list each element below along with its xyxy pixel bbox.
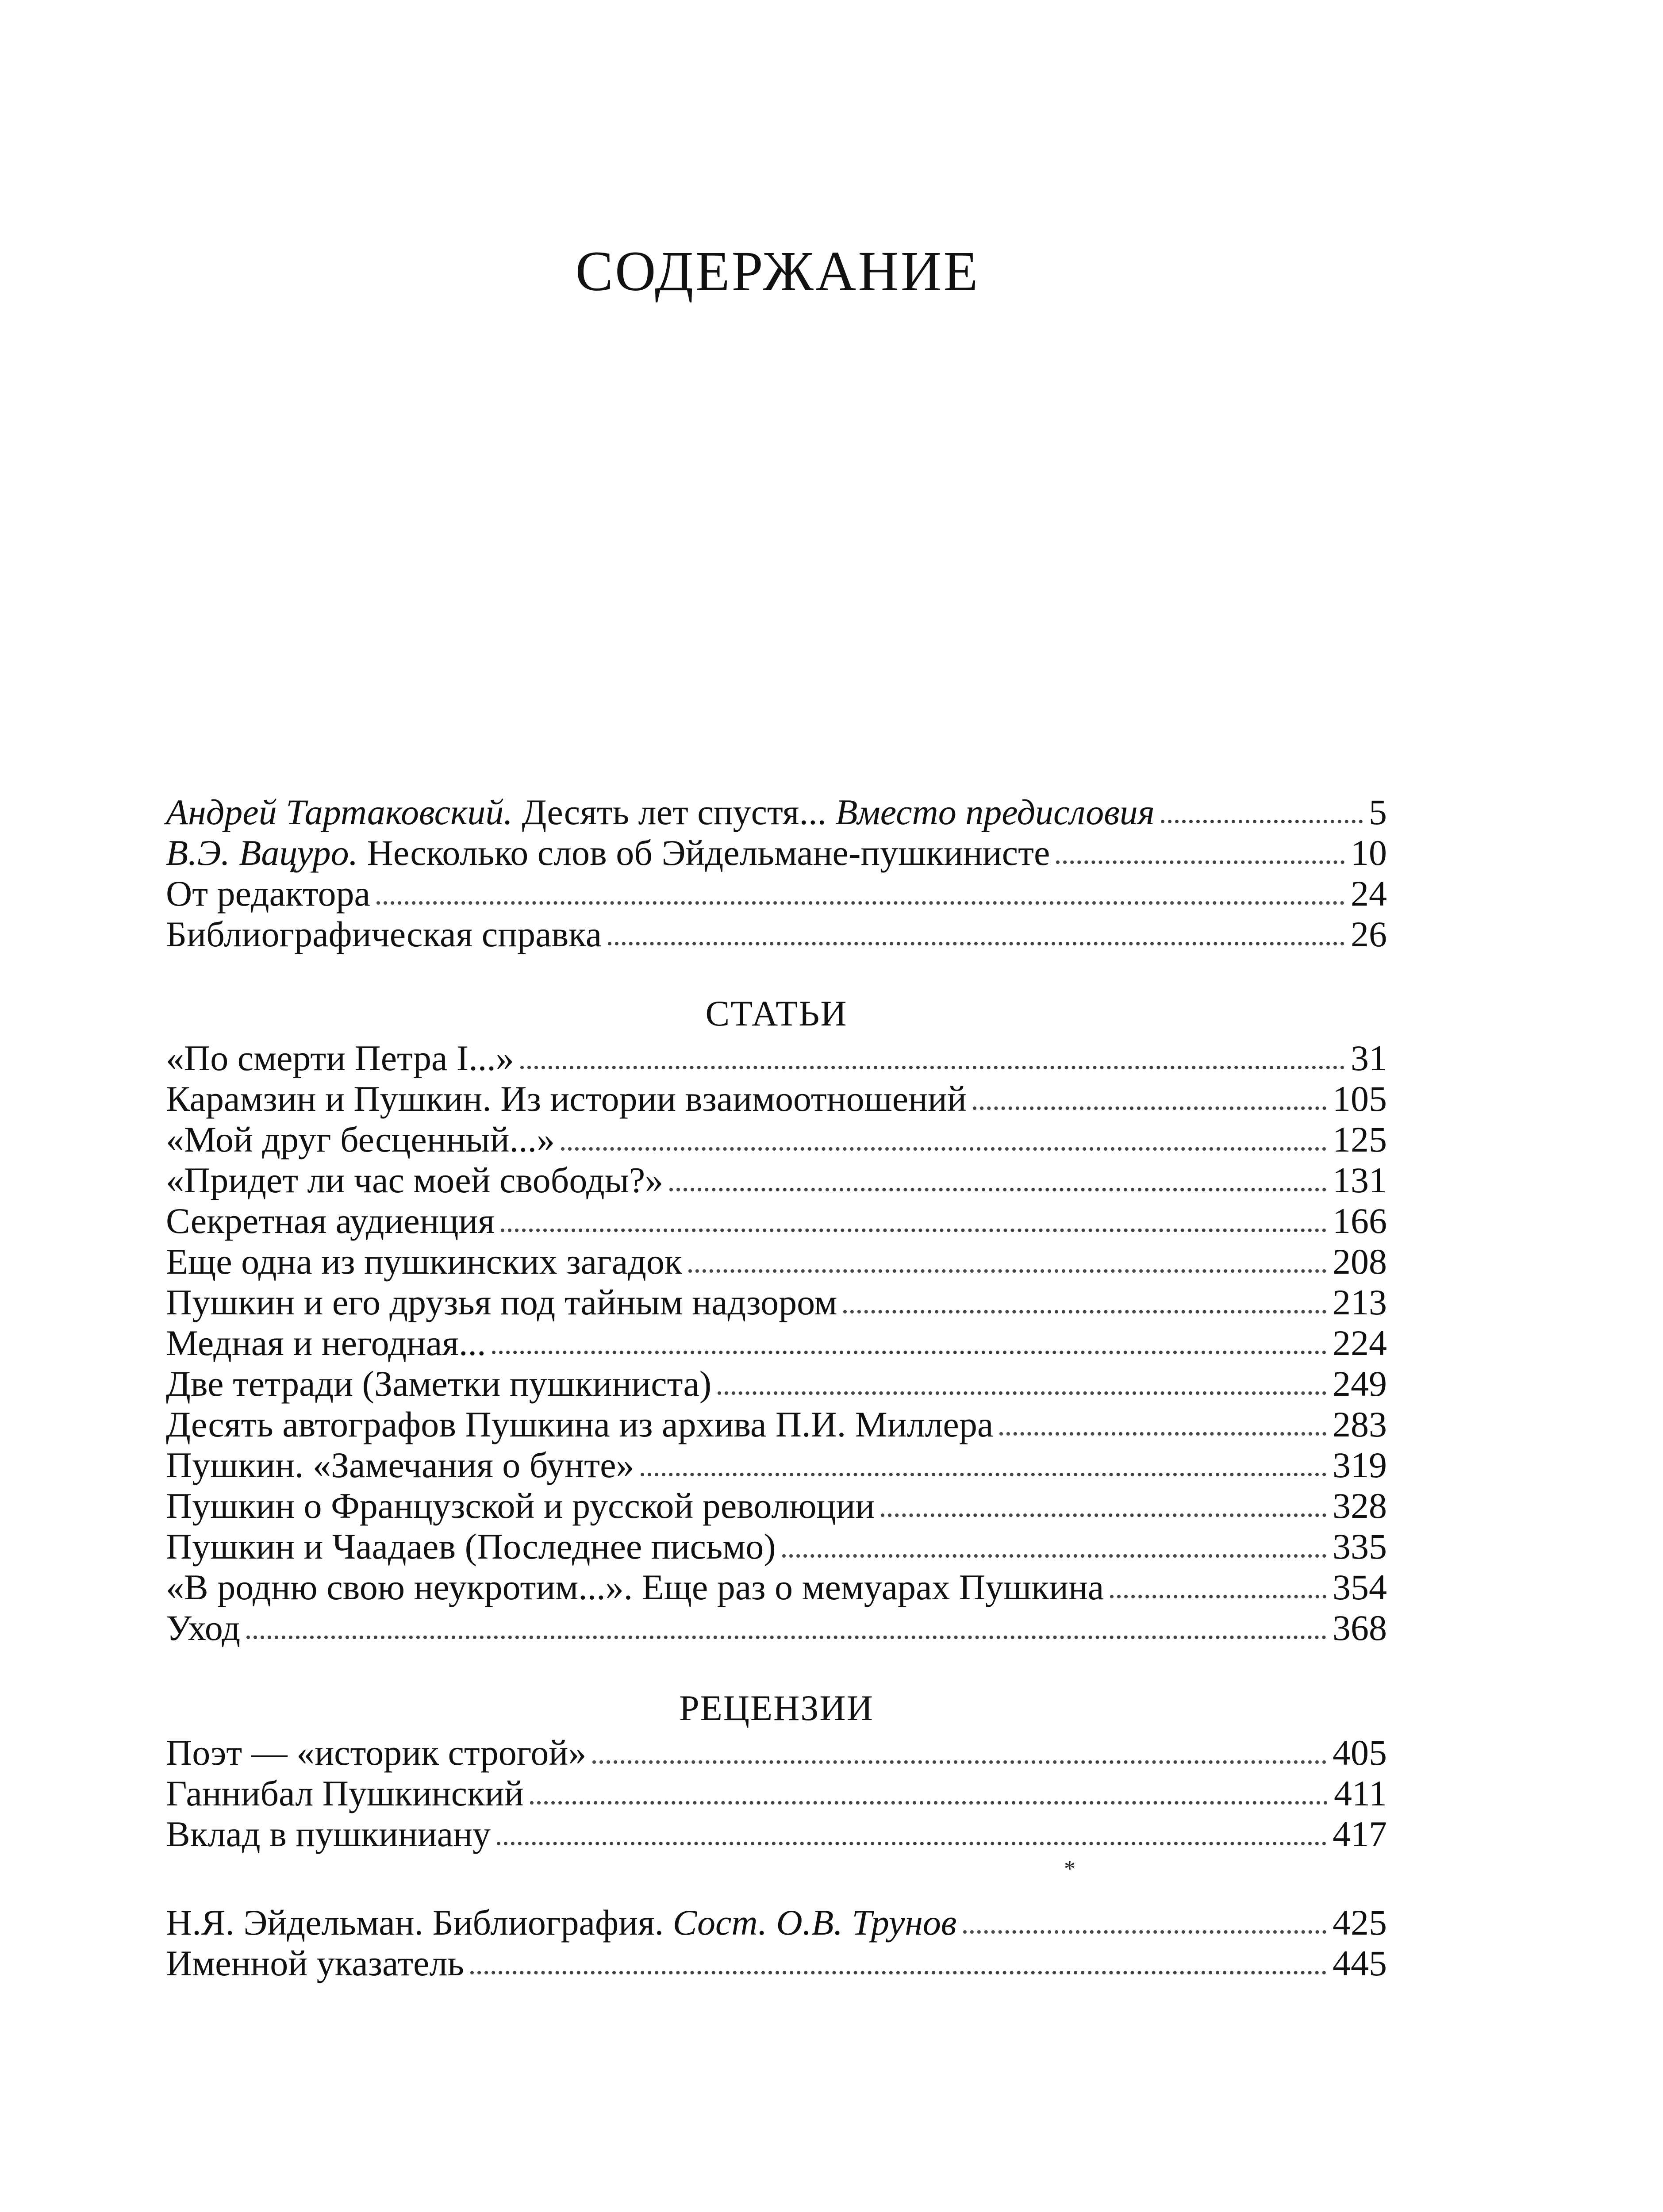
toc-entry[interactable]	[166, 1773, 1387, 1813]
dot-leader	[669, 1188, 1326, 1191]
toc-entry[interactable]	[166, 1119, 1387, 1160]
section-heading-reviews: РЕЦЕНЗИИ	[679, 1688, 874, 1728]
toc-entry[interactable]	[166, 1404, 1387, 1444]
entry-page: 5	[1369, 792, 1387, 832]
entry-page: 224	[1333, 1323, 1387, 1363]
entry-page: 283	[1333, 1404, 1387, 1444]
dot-leader	[782, 1554, 1326, 1558]
toc-entry[interactable]	[166, 1363, 1387, 1404]
toc-entry[interactable]	[166, 1160, 1387, 1200]
entry-page: 425	[1333, 1902, 1387, 1943]
entry-page: 411	[1334, 1773, 1387, 1813]
entry-title: Н.Я. Эйдельман. Библиография.	[166, 1902, 673, 1943]
entry-page: 208	[1333, 1241, 1387, 1282]
dot-leader	[376, 901, 1344, 905]
entry-page: 125	[1333, 1119, 1387, 1160]
entry-title: «Придет ли час моей свободы?»	[166, 1160, 664, 1200]
entry-title: Пушкин и его друзья под тайным надзором	[166, 1282, 837, 1322]
separator-mark: *	[1064, 1856, 1075, 1882]
toc-entry-name-index[interactable]	[166, 1943, 1387, 1983]
toc-entry[interactable]	[166, 1038, 1387, 1078]
entry-title: Десять лет спустя...	[512, 792, 836, 832]
entry-page: 131	[1333, 1160, 1387, 1200]
entry-author: Андрей Тартаковский.	[166, 792, 513, 832]
entry-page: 31	[1351, 1038, 1387, 1078]
toc-entry-editor[interactable]	[166, 873, 1387, 914]
entry-title: «Мой друг бесценный...»	[166, 1119, 555, 1160]
dot-leader	[470, 1971, 1326, 1974]
entry-author: В.Э. Вацуро.	[166, 833, 358, 873]
entry-title: Библиографическая справка	[166, 914, 602, 954]
entry-title: Ганнибал Пушкинский	[166, 1773, 524, 1813]
entry-page: 26	[1351, 914, 1387, 954]
entry-page: 319	[1333, 1445, 1387, 1485]
entry-title: Пушкин. «Замечания о бунте»	[166, 1445, 634, 1485]
dot-leader	[881, 1513, 1326, 1517]
dot-leader	[497, 1842, 1326, 1845]
dot-leader	[561, 1147, 1326, 1151]
dot-leader	[246, 1636, 1326, 1639]
entry-page: 166	[1333, 1201, 1387, 1241]
entry-page: 24	[1351, 873, 1387, 914]
toc-entry[interactable]	[166, 1201, 1387, 1241]
toc-entry[interactable]	[166, 1241, 1387, 1282]
entry-note: Сост. О.В. Трунов	[672, 1902, 957, 1943]
entry-title: Пушкин и Чаадаев (Последнее письмо)	[166, 1526, 776, 1567]
dot-leader	[1161, 820, 1363, 823]
toc-entry[interactable]	[166, 1567, 1387, 1607]
dot-leader	[688, 1269, 1326, 1273]
dot-leader	[520, 1066, 1344, 1069]
entry-page: 328	[1333, 1486, 1387, 1526]
dot-leader	[608, 942, 1344, 945]
toc-entry[interactable]	[166, 1526, 1387, 1567]
entry-title: Еще одна из пушкинских загадок	[166, 1241, 682, 1282]
dot-leader	[1056, 860, 1344, 864]
dot-leader	[1110, 1595, 1326, 1598]
entry-title: Секретная аудиенция	[166, 1201, 495, 1241]
section-heading-articles: СТАТЬИ	[705, 993, 848, 1033]
toc-entry[interactable]	[166, 1814, 1387, 1854]
toc-entry[interactable]	[166, 1608, 1387, 1648]
dot-leader	[530, 1801, 1328, 1805]
entry-title: Именной указатель	[166, 1943, 464, 1983]
dot-leader	[718, 1391, 1326, 1395]
entry-title: От редактора	[166, 873, 370, 914]
dot-leader	[963, 1930, 1326, 1934]
entry-title: Поэт — «историк строгой»	[166, 1732, 587, 1773]
dot-leader	[641, 1473, 1326, 1476]
entry-note: Вместо предисловия	[835, 792, 1155, 832]
dot-leader	[501, 1229, 1326, 1232]
toc-entry-vatsuro[interactable]	[166, 833, 1387, 873]
entry-page: 249	[1333, 1363, 1387, 1404]
dot-leader	[843, 1310, 1326, 1313]
entry-title: Карамзин и Пушкин. Из истории взаимоотношений	[166, 1079, 967, 1119]
toc-entry[interactable]	[166, 1282, 1387, 1322]
entry-page: 335	[1333, 1526, 1387, 1567]
entry-title: Вклад в пушкиниану	[166, 1814, 491, 1854]
entry-page: 354	[1333, 1567, 1387, 1607]
entry-page: 105	[1333, 1079, 1387, 1119]
entry-page: 368	[1333, 1608, 1387, 1648]
toc-entry[interactable]	[166, 1486, 1387, 1526]
dot-leader	[592, 1760, 1326, 1764]
toc-entry[interactable]	[166, 1323, 1387, 1363]
dot-leader	[973, 1106, 1326, 1110]
entry-title: Уход	[166, 1608, 241, 1648]
entry-title: Десять автографов Пушкина из архива П.И. Миллера	[166, 1404, 994, 1444]
entry-title: «В родню свою неукротим...». Еще раз о мемуарах Пушкина	[166, 1567, 1104, 1607]
entry-title: Две тетради (Заметки пушкиниста)	[166, 1363, 712, 1404]
entry-page: 405	[1333, 1732, 1387, 1773]
entry-title: Несколько слов об Эйдельмане-пушкинисте	[358, 833, 1050, 873]
entry-title: Медная и негодная...	[166, 1323, 486, 1363]
entry-title: Пушкин о Французской и русской революции	[166, 1486, 875, 1526]
toc-entry[interactable]	[166, 1079, 1387, 1119]
entry-page: 213	[1333, 1282, 1387, 1322]
entry-page: 445	[1333, 1943, 1387, 1983]
entry-page: 10	[1351, 833, 1387, 873]
toc-entry-bibliography[interactable]	[166, 1902, 1387, 1943]
entry-title: «По смерти Петра I...»	[166, 1038, 514, 1078]
entry-page: 417	[1333, 1814, 1387, 1854]
dot-leader	[492, 1351, 1326, 1354]
toc-entry-bibliography-note[interactable]	[166, 914, 1387, 954]
toc-entry[interactable]	[166, 1445, 1387, 1485]
dot-leader	[999, 1432, 1326, 1436]
toc-entry-foreword[interactable]	[166, 792, 1387, 832]
page-title: СОДЕРЖАНИЕ	[575, 240, 980, 303]
toc-entry[interactable]	[166, 1732, 1387, 1773]
